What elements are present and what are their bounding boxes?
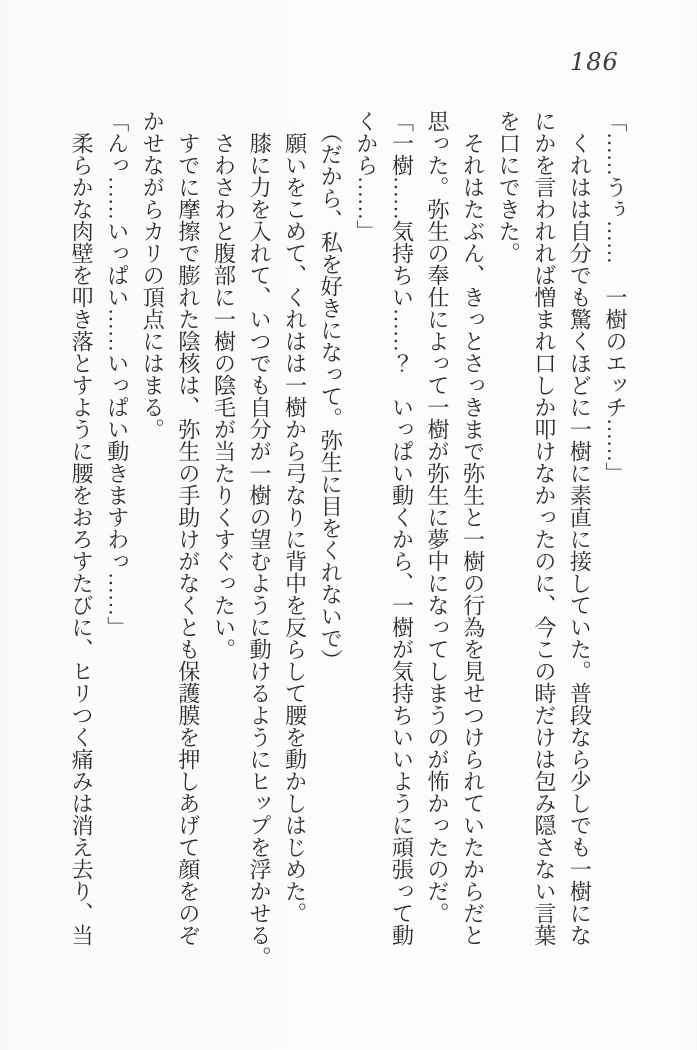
vertical-text-block	[64, 110, 633, 968]
text-line: 思った。弥生の奉仕によって一樹が弥生に夢中になってしまうのが怖かったのだ。	[425, 110, 451, 924]
text-line: さわさわと腹部に一樹の陰毛が当たりくすぐったい。	[211, 110, 237, 660]
page-number: 186	[570, 48, 619, 76]
text-line: 膝に力を入れて、いつでも自分が一樹の望むように動けるようにヒップを浮かせる。	[247, 110, 273, 968]
text-line: すでに摩擦で膨れた陰核は、弥生の手助けがなくとも保護膜を押しあげて顔をのぞ	[175, 110, 201, 946]
text-line: を口にできた。	[496, 110, 522, 264]
text-line: かせながらカリの頂点にはまる。	[140, 110, 166, 440]
text-line: くから……」	[353, 110, 379, 242]
text-line: 「一樹……気持ちい……？ いっぱい動くから、一樹が気持ちいいように頑張って動	[389, 110, 415, 946]
text-line: 「……うぅ…… 一樹のエッチ……」	[603, 110, 628, 484]
text-line: 「んっ……いっぱい……いっぱい動きますわっ……」	[104, 110, 130, 638]
text-line: 柔らかな肉壁を叩き落とすように腰をおろすたびに、ヒリつく痛みは消え去り、当	[69, 110, 95, 946]
text-line: にかを言われれば憎まれ口しか叩けなかったのに、今この時だけは包み隠さない言葉	[531, 110, 557, 946]
text-line: （だから、私を好きになって。弥生に目をくれないで）	[318, 110, 344, 671]
text-line: くれはは自分でも驚くほどに一樹に素直に接していた。普段なら少しでも一樹にな	[567, 110, 593, 946]
text-line: それはたぶん、きっとさっきまで弥生と一樹の行為を見せつけられていたからだと	[460, 110, 486, 946]
text-line: 願いをこめて、くれはは一樹から弓なりに背中を反らして腰を動かしはじめた。	[282, 110, 308, 924]
